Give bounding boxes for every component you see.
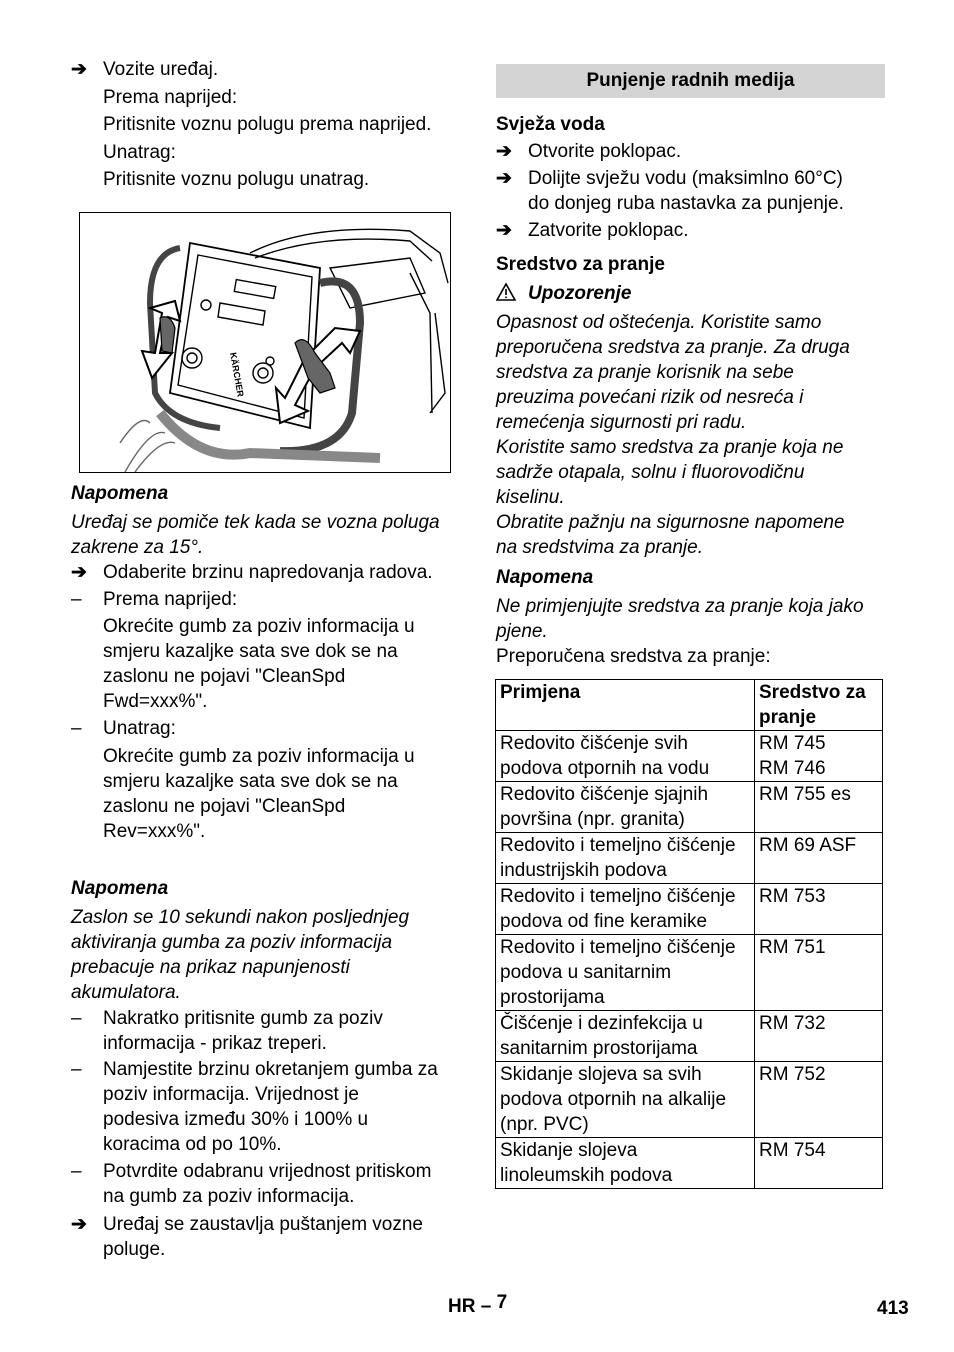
table-header-row [496, 680, 883, 731]
dash3-line: informacija - prikaz treperi. [103, 1033, 327, 1054]
note2-line: akumulatora. [71, 982, 181, 1003]
warning-title: Upozorenje [528, 283, 632, 304]
warning-icon [496, 283, 516, 301]
dash4-line: Namjestite brzinu okretanjem gumba za [103, 1059, 438, 1080]
note2-line: aktiviranja gumba za poziv informacija [71, 932, 393, 953]
product-cell: RM 752 [755, 1062, 883, 1138]
detergent-title: Sredstvo za pranje [496, 254, 665, 275]
warning-line: Koristite samo sredstva za pranje koja ne [496, 437, 844, 458]
table-row [496, 1062, 883, 1138]
application-cell: Redovito i temeljno čišćenje podova u sanitarnim prostorijama [496, 935, 755, 1011]
dash2-line: Okrećite gumb za poziv informacija u [103, 746, 415, 767]
dash-bullet: – [71, 1059, 82, 1080]
note1-title: Napomena [71, 483, 169, 504]
warning-line: sredstva za pranje korisnik na sebe [496, 362, 794, 383]
note1-line: zakrene za 15°. [71, 537, 204, 558]
table-header-cell: Primjena [496, 680, 755, 731]
arrow-icon: ➔ [496, 141, 512, 162]
product-cell: RM 745 RM 746 [755, 731, 883, 782]
dash2-line: zaslonu ne pojavi "CleanSpd [103, 796, 346, 817]
table-row [496, 1138, 883, 1189]
control-panel-illustration [79, 212, 451, 473]
dash1-line: Okrećite gumb za poziv informacija u [103, 616, 415, 637]
warning-line: sadrže otapala, solnu i fluorovodičnu [496, 462, 805, 483]
dash4-line: podesiva između 30% i 100% u [103, 1109, 369, 1130]
dash1-line: smjeru kazaljke sata sve dok se na [103, 641, 398, 662]
dash1-line: Fwd=xxx%". [103, 691, 208, 712]
instruction-speed: Odaberite brzinu napredovanja radova. [103, 562, 433, 583]
recommended-text: Preporučena sredstva za pranje: [496, 646, 771, 667]
machine-drawing [80, 213, 450, 472]
footer-lang [448, 1292, 508, 1318]
reverse-label: Unatrag: [103, 142, 176, 163]
note2-title: Napomena [71, 878, 169, 899]
application-cell: Skidanje slojeva linoleumskih podova [496, 1138, 755, 1189]
fresh-step: Zatvorite poklopac. [528, 220, 689, 241]
reverse-text: Pritisnite voznu polugu unatrag. [103, 169, 370, 190]
table-row [496, 884, 883, 935]
table-row [496, 833, 883, 884]
forward-label: Prema naprijed: [103, 87, 238, 108]
fresh-step: Dolijte svježu vodu (maksimlno 60°C) [528, 168, 843, 189]
product-cell: RM 755 es [755, 782, 883, 833]
arrow-icon: ➔ [496, 168, 512, 189]
product-cell: RM 69 ASF [755, 833, 883, 884]
product-cell: RM 751 [755, 935, 883, 1011]
note-title: Napomena [496, 567, 594, 588]
forward-text: Pritisnite voznu polugu prema naprijed. [103, 114, 432, 135]
dash-bullet: – [71, 1008, 82, 1029]
note1-line: Uređaj se pomiče tek kada se vozna poluga [71, 512, 440, 533]
warning-line: Opasnost od oštećenja. Koristite samo [496, 312, 822, 333]
note2-line: Zaslon se 10 sekundi nakon posljednjeg [71, 907, 410, 928]
note-line: pjene. [496, 621, 548, 642]
application-cell: Redovito i temeljno čišćenje podova od fine keramike [496, 884, 755, 935]
section-header [496, 64, 885, 98]
fresh-step: Otvorite poklopac. [528, 141, 682, 162]
warning-line: preuzima povećani rizik od nesreća i [496, 387, 804, 408]
table-row [496, 1011, 883, 1062]
warning-line: Obratite pažnju na sigurnosne napomene [496, 512, 845, 533]
dash-bullet: – [71, 718, 82, 739]
dash2-label: Unatrag: [103, 718, 176, 739]
detergent-table [495, 679, 883, 1189]
arrow-icon: ➔ [71, 562, 87, 583]
application-cell: Skidanje slojeva sa svih podova otpornih na alkalije (npr. PVC) [496, 1062, 755, 1138]
fresh-step: do donjeg ruba nastavka za punjenje. [528, 193, 844, 214]
instruction-drive: Vozite uređaj. [103, 59, 219, 80]
dash1-label: Prema naprijed: [103, 589, 238, 610]
table-row [496, 935, 883, 1011]
fresh-water-title: Svježa voda [496, 114, 605, 135]
dash4-line: poziv informacija. Vrijednost je [103, 1084, 359, 1105]
table-row [496, 782, 883, 833]
warning-line: remećenja sigurnosti pri radu. [496, 412, 747, 433]
application-cell: Čišćenje i dezinfekcija u sanitarnim prostorijama [496, 1011, 755, 1062]
footer-sub-page: 7 [496, 1292, 508, 1313]
footer-lang-label: HR – [448, 1296, 492, 1317]
dash2-line: smjeru kazaljke sata sve dok se na [103, 771, 398, 792]
brand-logo: KÄRCHER [228, 351, 246, 398]
note2-line: prebacuje na prikaz napunjenosti [71, 957, 350, 978]
dash-bullet: – [71, 1161, 82, 1182]
note-line: Ne primjenjujte sredstva za pranje koja jako [496, 596, 864, 617]
arrow-icon: ➔ [71, 1214, 87, 1235]
dash5-line: Potvrdite odabranu vrijednost pritiskom [103, 1161, 432, 1182]
product-cell: RM 732 [755, 1011, 883, 1062]
instruction-stop: Uređaj se zaustavlja puštanjem vozne [103, 1214, 424, 1235]
dash4-line: koracima od po 10%. [103, 1134, 282, 1155]
warning-line: na sredstvima za pranje. [496, 537, 703, 558]
product-cell: RM 754 [755, 1138, 883, 1189]
section-title: Punjenje radnih medija [586, 70, 795, 91]
product-cell: RM 753 [755, 884, 883, 935]
application-cell: Redovito čišćenje sjajnih površina (npr. granita) [496, 782, 755, 833]
application-cell: Redovito čišćenje svih podova otpornih na vodu [496, 731, 755, 782]
warning-line: preporučena sredstva za pranje. Za druga [496, 337, 850, 358]
warning-line: kiselinu. [496, 487, 565, 508]
dash3-line: Nakratko pritisnite gumb za poziv [103, 1008, 383, 1029]
application-cell: Redovito i temeljno čišćenje industrijskih podova [496, 833, 755, 884]
arrow-icon: ➔ [496, 220, 512, 241]
page-number: 413 [877, 1298, 909, 1319]
table-row [496, 731, 883, 782]
dash2-line: Rev=xxx%". [103, 821, 206, 842]
table-header-cell: Sredstvo za pranje [755, 680, 883, 731]
dash1-line: zaslonu ne pojavi "CleanSpd [103, 666, 346, 687]
dash-bullet: – [71, 589, 82, 610]
instruction-stop: poluge. [103, 1239, 166, 1260]
dash5-line: na gumb za poziv informacija. [103, 1186, 355, 1207]
arrow-icon: ➔ [71, 59, 87, 80]
